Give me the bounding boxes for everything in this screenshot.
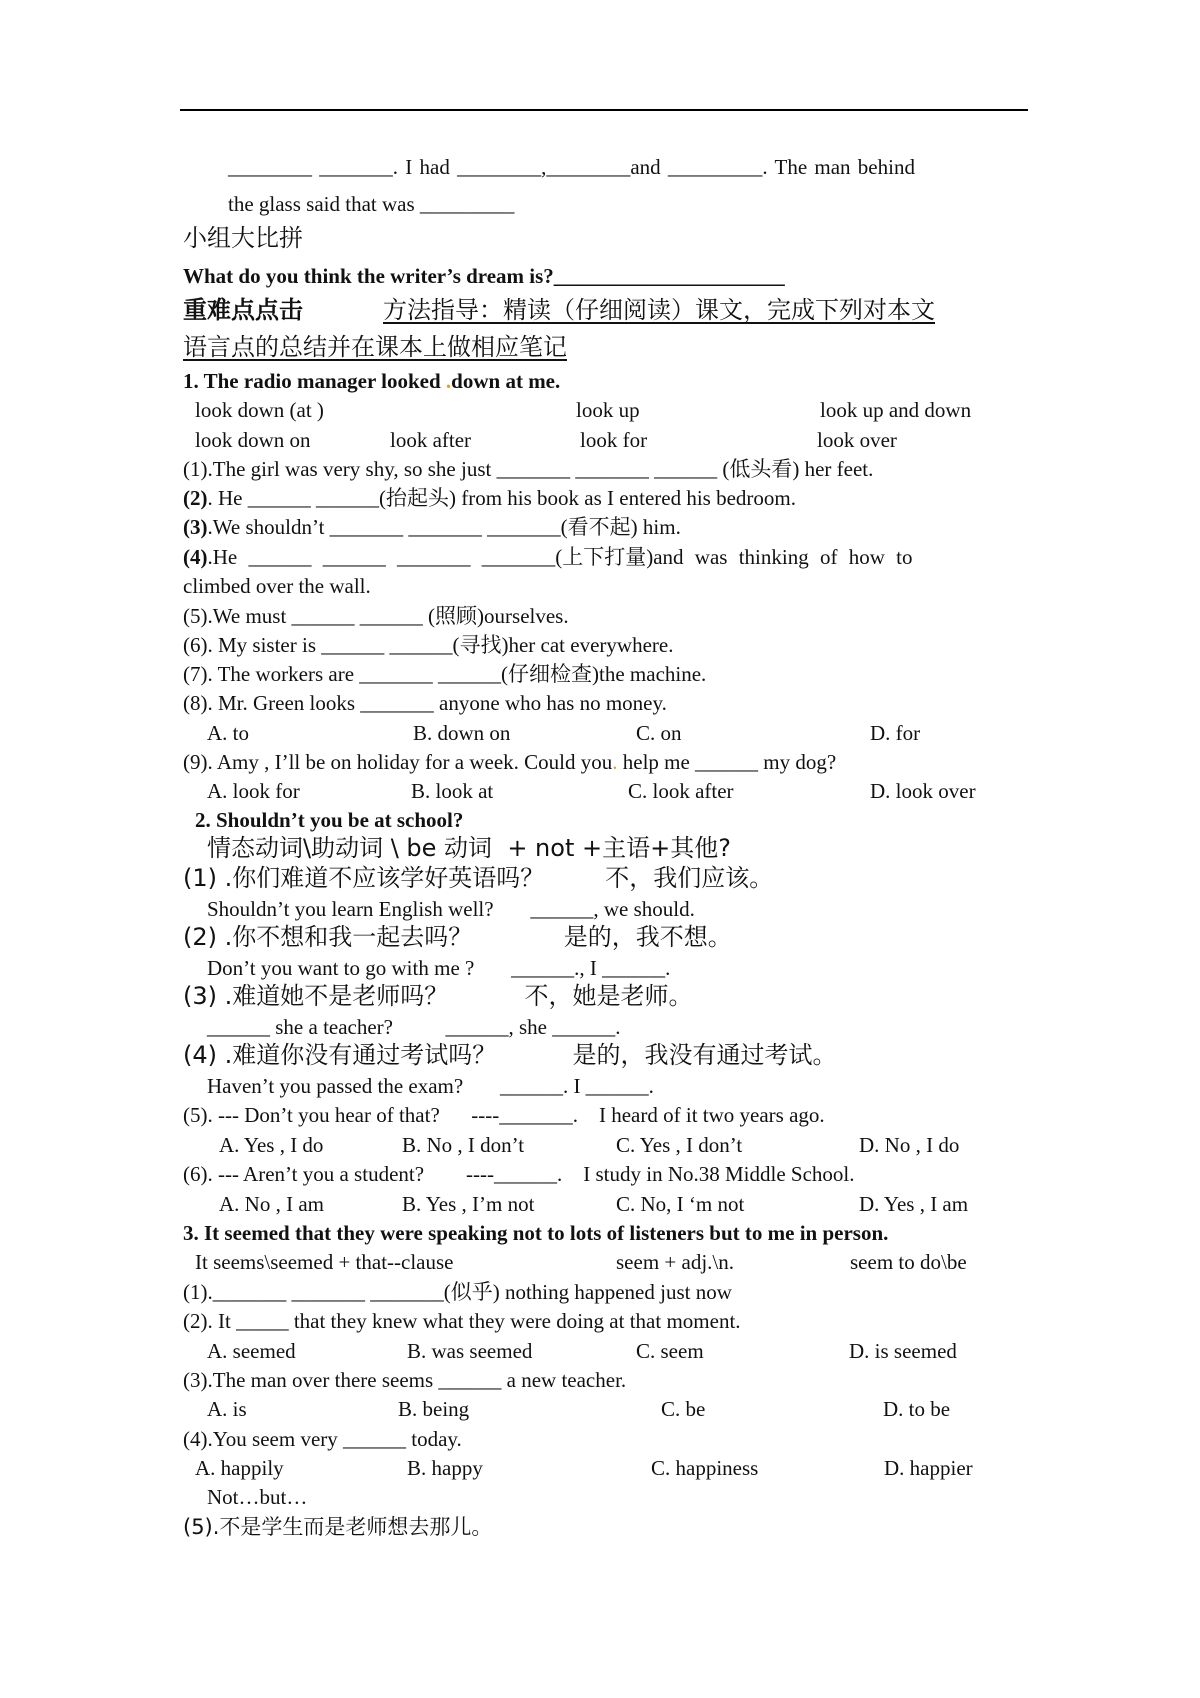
exercise-line: Shouldn’t you learn English well? ______, we should. <box>207 897 695 921</box>
exercise-text: .He ______ ______ _______ _______(上下打量)and was thinking of how to <box>207 545 913 569</box>
option: C. seem <box>636 1339 704 1363</box>
translation-prompt: (4) .难道你没有通过考试吗？ 是的，我没有通过考试。 <box>183 1041 837 1069</box>
exercise-line: Haven’t you passed the exam? ______. I ______. <box>207 1074 654 1098</box>
option: C. happiness <box>651 1456 759 1480</box>
option: A. look for <box>207 779 300 803</box>
option: A. Yes , I do <box>219 1133 324 1157</box>
exercise-line: (5). --- Don’t you hear of that? ----_______. I heard of it two years ago. <box>183 1103 825 1127</box>
exercise-line: (8). Mr. Green looks _______ anyone who has no money. <box>183 691 667 715</box>
key-points-heading: 重难点点击 <box>183 296 303 324</box>
exercise-line <box>183 517 681 538</box>
exercise-line <box>183 752 836 773</box>
option: C. on <box>636 721 682 745</box>
section-title: 3. It seemed that they were speaking not to lots of listeners but to me in person. <box>183 1221 889 1245</box>
exercise-number: (2) <box>183 486 208 510</box>
text-line: the glass said that was _________ <box>228 192 515 216</box>
grammar-structure: 情态动词\助动词 \ be 动词 + not +主语+其他? <box>207 834 731 862</box>
exercise-line: (6). --- Aren’t you a student? ----______. I study in No.38 Middle School. <box>183 1162 855 1186</box>
translation-prompt: (5).不是学生而是老师想去那儿。 <box>183 1515 493 1539</box>
option: C. be <box>661 1397 706 1421</box>
stray-mark: . <box>612 750 618 774</box>
section-title: 2. Shouldn’t you be at school? <box>195 808 464 832</box>
option: D. Yes , I am <box>859 1192 969 1216</box>
exercise-line: climbed over the wall. <box>183 574 371 598</box>
pattern-item: seem to do\be <box>850 1250 967 1274</box>
option: B. happy <box>407 1456 483 1480</box>
option: C. No, I ‘m not <box>616 1192 745 1216</box>
option: A. is <box>207 1397 247 1421</box>
option: B. No , I don’t <box>402 1133 525 1157</box>
option: B. Yes , I’m not <box>402 1192 535 1216</box>
exercise-text: . He ______ ______(抬起头) from his book as I entered his bedroom. <box>207 486 796 510</box>
option: D. look over <box>870 779 976 803</box>
phrase-item: look up <box>576 398 640 422</box>
stray-mark: . <box>445 369 452 393</box>
exercise-line: (5).We must ______ ______ (照顾)ourselves. <box>183 604 569 628</box>
option: D. No , I do <box>859 1133 960 1157</box>
phrase-item: look down (at ) <box>195 398 324 422</box>
exercise-line: (1).The girl was very shy, so she just _______ _______ ______ (低头看) her feet. <box>183 457 874 481</box>
option: A. to <box>207 721 249 745</box>
option: D. to be <box>883 1397 951 1421</box>
exercise-number: (4) <box>183 545 208 569</box>
exercise-line <box>183 547 912 568</box>
option: C. look after <box>628 779 734 803</box>
pattern-item: Not…but… <box>207 1485 308 1509</box>
exercise-text: .We shouldn’t _______ _______ _______(看不起) him. <box>207 515 681 539</box>
option: B. was seemed <box>407 1339 533 1363</box>
method-guide: 方法指导：精读（仔细阅读）课文，完成下列对本文 <box>383 296 935 324</box>
phrase-item: look for <box>580 428 648 452</box>
exercise-text: (9). Amy , I’ll be on holiday for a week. Could you <box>183 750 613 774</box>
section-title <box>183 371 560 392</box>
section-title-text: 1. The radio manager looked <box>183 369 446 393</box>
question-line: What do you think the writer’s dream is?______________________ <box>183 264 785 288</box>
phrase-item: look up and down <box>820 398 972 422</box>
exercise-line <box>183 488 796 509</box>
phrase-item: look over <box>817 428 897 452</box>
translation-prompt: (1) .你们难道不应该学好英语吗？ 不，我们应该。 <box>183 864 774 892</box>
header-rule <box>180 109 1028 111</box>
option: D. is seemed <box>849 1339 957 1363</box>
exercise-line: (4).You seem very ______ today. <box>183 1427 462 1451</box>
method-guide: 语言点的总结并在课本上做相应笔记 <box>183 333 567 361</box>
exercise-line: (2). It _____ that they knew what they were doing at that moment. <box>183 1309 741 1333</box>
exercise-line: (7). The workers are _______ ______(仔细检查)the machine. <box>183 662 707 686</box>
exercise-line: (3).The man over there seems ______ a new teacher. <box>183 1368 627 1392</box>
translation-prompt: (2) .你不想和我一起去吗？ 是的，我不想。 <box>183 923 732 951</box>
option: A. seemed <box>207 1339 296 1363</box>
option: B. down on <box>413 721 511 745</box>
text-line: ________ _______. I had ________,________and _________. The man behind <box>228 155 915 179</box>
option: A. happily <box>195 1456 284 1480</box>
phrase-item: look down on <box>195 428 311 452</box>
section-heading: 小组大比拼 <box>183 224 303 252</box>
pattern-item: seem + adj.\n. <box>616 1250 734 1274</box>
pattern-item: It seems\seemed + that--clause <box>195 1250 454 1274</box>
exercise-line: ______ she a teacher? ______, she ______. <box>207 1015 621 1039</box>
exercise-line: (1)._______ _______ _______(似乎) nothing happened just now <box>183 1280 732 1304</box>
translation-prompt: (3) .难道她不是老师吗？ 不，她是老师。 <box>183 982 693 1010</box>
option: B. look at <box>411 779 494 803</box>
phrase-item: look after <box>390 428 472 452</box>
exercise-number: (3) <box>183 515 208 539</box>
option: A. No , I am <box>219 1192 324 1216</box>
exercise-text: help me ______ my dog? <box>617 750 837 774</box>
option: D. for <box>870 721 921 745</box>
exercise-line: Don’t you want to go with me ? ______., I ______. <box>207 956 671 980</box>
option: B. being <box>398 1397 470 1421</box>
option: C. Yes , I don’t <box>616 1133 743 1157</box>
option: D. happier <box>884 1456 973 1480</box>
section-title-text: down at me. <box>451 369 561 393</box>
exercise-line: (6). My sister is ______ ______(寻找)her cat everywhere. <box>183 633 674 657</box>
